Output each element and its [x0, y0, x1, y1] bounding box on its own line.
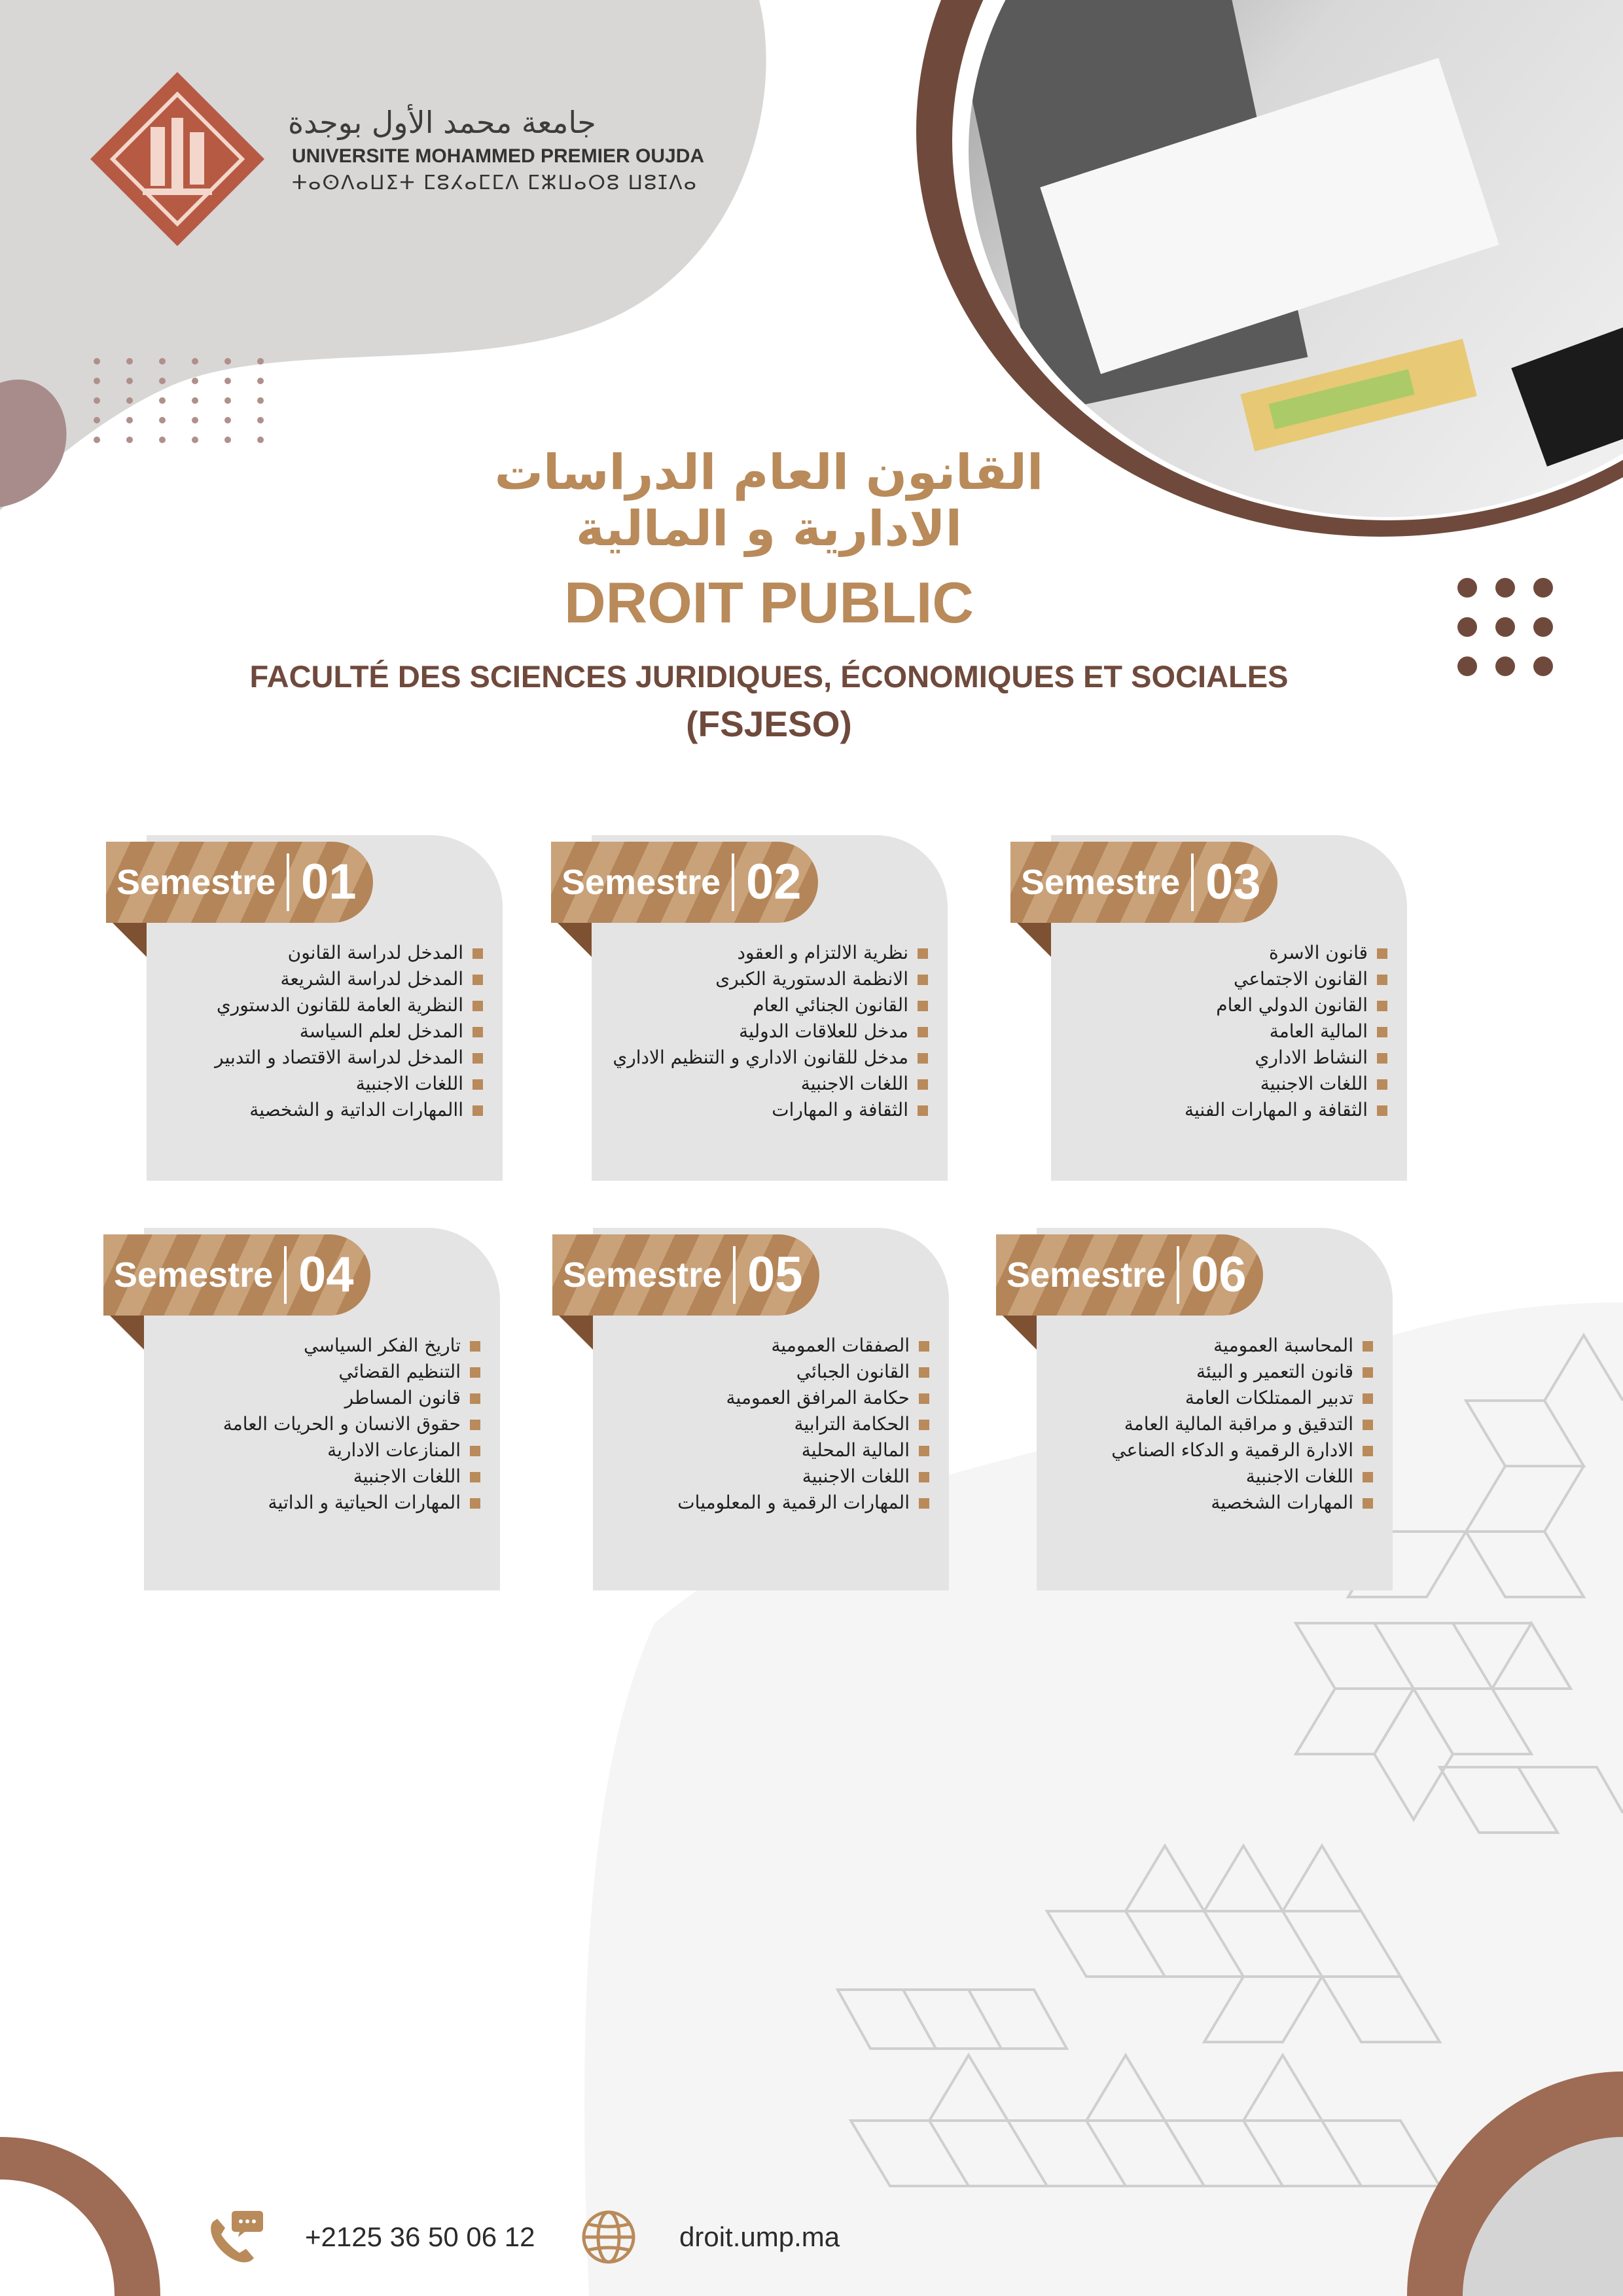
decorative-dot	[94, 397, 100, 404]
square-bullet-icon	[1377, 1053, 1387, 1064]
square-bullet-icon	[1363, 1420, 1373, 1430]
course-item	[598, 1385, 929, 1411]
decorative-dot	[94, 358, 100, 365]
course-name: المدخل لعلم السياسة	[299, 1020, 463, 1042]
course-item	[597, 1018, 928, 1045]
course-item	[1042, 1411, 1373, 1437]
course-item	[152, 966, 483, 992]
course-name: اللغات الاجنبية	[1245, 1465, 1353, 1487]
course-item	[1056, 992, 1387, 1018]
decorative-dot	[1533, 578, 1553, 598]
phone-chat-icon	[202, 2207, 264, 2270]
semester-number: 01	[301, 854, 357, 910]
semester-banner	[551, 842, 818, 923]
course-name: النشاط الاداري	[1255, 1047, 1368, 1068]
course-item	[152, 1018, 483, 1045]
brown-arc-bottom-left	[0, 2137, 160, 2296]
course-name: التنظيم القضائي	[338, 1361, 461, 1382]
decorative-dot	[192, 397, 198, 404]
square-bullet-icon	[1377, 975, 1387, 985]
course-item	[1056, 1045, 1387, 1071]
contact-phone[interactable]: +2125 36 50 06 12	[305, 2221, 535, 2252]
semester-banner	[103, 1234, 370, 1316]
course-name: المحاسبة العمومية	[1213, 1335, 1353, 1356]
decorative-dot	[126, 378, 133, 384]
course-name: قانون المساطر	[344, 1387, 461, 1408]
decorative-dot	[224, 378, 231, 384]
university-name-arabic: جامعة محمد الأول بوجدة	[288, 105, 596, 140]
square-bullet-icon	[919, 1420, 929, 1430]
course-name: حكامة المرافق العمومية	[726, 1387, 910, 1408]
decorative-dot	[192, 358, 198, 365]
course-item	[598, 1463, 929, 1490]
semester-number: 06	[1191, 1247, 1247, 1302]
course-item	[1056, 940, 1387, 966]
semester-number: 02	[746, 854, 802, 910]
course-list	[1056, 940, 1387, 1123]
semester-divider	[1177, 1246, 1179, 1304]
decorative-dot	[126, 417, 133, 423]
square-bullet-icon	[1363, 1498, 1373, 1509]
course-name: المهارات الشخصية	[1211, 1492, 1353, 1513]
square-bullet-icon	[918, 1053, 928, 1064]
square-bullet-icon	[470, 1341, 480, 1352]
course-list	[149, 1333, 480, 1516]
square-bullet-icon	[919, 1446, 929, 1456]
course-item	[1042, 1437, 1373, 1463]
course-name: االمهارات الداتية و الشخصية	[249, 1099, 463, 1121]
course-item	[149, 1333, 480, 1359]
course-item	[149, 1411, 480, 1437]
semester-banner	[552, 1234, 819, 1316]
course-item	[597, 1045, 928, 1071]
faculty-abbreviation: (FSJESO)	[686, 704, 852, 744]
semester-number: 03	[1205, 854, 1261, 910]
course-name: الصفقات العمومية	[771, 1335, 910, 1356]
square-bullet-icon	[473, 975, 483, 985]
course-name: المدخل لدراسة الاقتصاد و التدبير	[215, 1047, 463, 1068]
course-list	[1042, 1333, 1373, 1516]
course-name: القانون الدولي العام	[1216, 994, 1368, 1016]
course-name: اللغات الاجنبية	[353, 1465, 461, 1487]
course-item	[1042, 1385, 1373, 1411]
course-name: الثقافة و المهارات	[772, 1099, 908, 1121]
decorative-dot	[1457, 656, 1477, 676]
decorative-dot	[224, 417, 231, 423]
decorative-dot	[224, 437, 231, 443]
course-item	[152, 992, 483, 1018]
semester-banner	[996, 1234, 1263, 1316]
course-name: المالية المحلية	[801, 1439, 910, 1461]
semester-banner	[106, 842, 373, 923]
course-name: حقوق الانسان و الحريات العامة	[223, 1413, 461, 1435]
decorative-dot	[159, 437, 166, 443]
square-bullet-icon	[473, 948, 483, 959]
square-bullet-icon	[473, 1105, 483, 1116]
square-bullet-icon	[1363, 1341, 1373, 1352]
program-title-ar-line1: القانون العام الدراسات	[494, 444, 1044, 501]
banner-fold	[1017, 923, 1051, 957]
course-item	[1042, 1490, 1373, 1516]
square-bullet-icon	[473, 1001, 483, 1011]
semester-label: Semestre	[563, 1255, 722, 1295]
square-bullet-icon	[918, 975, 928, 985]
course-name: اللغات الاجنبية	[800, 1073, 908, 1094]
square-bullet-icon	[1363, 1472, 1373, 1482]
course-name: المدخل لدراسة الشريعة	[280, 968, 463, 990]
course-item	[597, 940, 928, 966]
square-bullet-icon	[919, 1393, 929, 1404]
square-bullet-icon	[1363, 1393, 1373, 1404]
dot-grid-right	[1457, 578, 1553, 676]
semester-divider	[732, 853, 734, 911]
course-item	[1056, 1097, 1387, 1123]
decorative-dot	[1457, 617, 1477, 637]
square-bullet-icon	[473, 1027, 483, 1037]
decorative-dot	[224, 358, 231, 365]
square-bullet-icon	[1377, 1027, 1387, 1037]
semester-divider	[287, 853, 289, 911]
course-name: الحكامة الترابية	[794, 1413, 910, 1435]
course-item	[149, 1463, 480, 1490]
square-bullet-icon	[1377, 1105, 1387, 1116]
course-item	[1042, 1359, 1373, 1385]
square-bullet-icon	[470, 1446, 480, 1456]
banner-fold	[113, 923, 147, 957]
course-item	[598, 1437, 929, 1463]
course-name: مدخل للعلاقات الدولية	[739, 1020, 908, 1042]
course-name: المهارات الرقمية و المعلوميات	[677, 1492, 910, 1513]
square-bullet-icon	[918, 1027, 928, 1037]
semester-label: Semestre	[116, 863, 276, 902]
course-item	[597, 1097, 928, 1123]
banner-fold	[1003, 1316, 1037, 1350]
university-name-french: UNIVERSITE MOHAMMED PREMIER OUJDA	[292, 145, 705, 167]
square-bullet-icon	[918, 948, 928, 959]
banner-fold	[559, 1316, 593, 1350]
contact-website[interactable]: droit.ump.ma	[679, 2221, 840, 2252]
square-bullet-icon	[919, 1367, 929, 1378]
square-bullet-icon	[1377, 948, 1387, 959]
course-item	[152, 1071, 483, 1097]
course-name: تدبير الممتلكات العامة	[1185, 1387, 1353, 1408]
course-item	[1056, 1071, 1387, 1097]
university-logo	[90, 72, 264, 246]
square-bullet-icon	[1377, 1001, 1387, 1011]
course-item	[597, 992, 928, 1018]
course-name: اللغات الاجنبية	[1260, 1073, 1368, 1094]
decorative-dot	[257, 417, 264, 423]
course-item	[149, 1490, 480, 1516]
university-name-amazigh: ⵜⴰⵙⴷⴰⵡⵉⵜ ⵎⵓⵃⴰⵎⵎⴷ ⵎⵣⵡⴰⵔⵓ ⵡⵓⵊⴷⴰ	[292, 171, 698, 194]
course-list	[598, 1333, 929, 1516]
course-name: الانظمة الدستورية الكبرى	[715, 968, 908, 990]
decorative-dot	[1495, 578, 1515, 598]
course-name: المهارات الحياتية و الداتية	[268, 1492, 461, 1513]
course-item	[152, 1097, 483, 1123]
square-bullet-icon	[470, 1498, 480, 1509]
course-name: الثقافة و المهارات الفنية	[1184, 1099, 1368, 1121]
course-name: القانون الجبائي	[796, 1361, 910, 1382]
square-bullet-icon	[473, 1053, 483, 1064]
square-bullet-icon	[473, 1079, 483, 1090]
decorative-dot	[159, 417, 166, 423]
decorative-dot	[159, 378, 166, 384]
decorative-dot	[224, 397, 231, 404]
course-list	[152, 940, 483, 1123]
square-bullet-icon	[919, 1472, 929, 1482]
course-name: التدقيق و مراقبة المالية العامة	[1124, 1413, 1353, 1435]
square-bullet-icon	[918, 1001, 928, 1011]
course-item	[598, 1411, 929, 1437]
square-bullet-icon	[470, 1472, 480, 1482]
course-item	[1042, 1333, 1373, 1359]
decorative-dot	[94, 417, 100, 423]
semester-number: 04	[298, 1247, 354, 1302]
semester-divider	[1191, 853, 1194, 911]
decorative-dot	[159, 397, 166, 404]
decorative-dot	[1495, 656, 1515, 676]
decorative-dot	[126, 358, 133, 365]
course-name: النظرية العامة للقانون الدستوري	[216, 994, 463, 1016]
semester-banner	[1010, 842, 1277, 923]
course-name: المالية العامة	[1269, 1020, 1368, 1042]
course-name: المنازعات الادارية	[327, 1439, 461, 1461]
course-name: مدخل للقانون الاداري و التنظيم الاداري	[613, 1047, 908, 1068]
course-item	[598, 1333, 929, 1359]
course-name: نظرية الالتزام و العقود	[737, 942, 908, 963]
course-item	[1042, 1463, 1373, 1490]
semester-divider	[733, 1246, 736, 1304]
course-name: الادارة الرقمية و الدكاء الصناعي	[1111, 1439, 1353, 1461]
square-bullet-icon	[470, 1367, 480, 1378]
faculty-name: FACULTÉ DES SCIENCES JURIDIQUES, ÉCONOMIQUES ET SOCIALES	[249, 659, 1289, 694]
semester-label: Semestre	[1007, 1255, 1166, 1295]
banner-fold	[110, 1316, 144, 1350]
decorative-dot	[257, 397, 264, 404]
square-bullet-icon	[919, 1498, 929, 1509]
program-title-fr: DROIT PUBLIC	[564, 570, 974, 635]
course-item	[152, 940, 483, 966]
course-item	[598, 1359, 929, 1385]
course-item	[597, 1071, 928, 1097]
course-name: القانون الجنائي العام	[753, 994, 908, 1016]
course-item	[149, 1437, 480, 1463]
course-name: تاريخ الفكر السياسي	[304, 1335, 461, 1356]
square-bullet-icon	[918, 1079, 928, 1090]
decorative-dot	[126, 437, 133, 443]
semester-label: Semestre	[114, 1255, 274, 1295]
banner-fold	[558, 923, 592, 957]
square-bullet-icon	[1363, 1367, 1373, 1378]
decorative-dot	[192, 417, 198, 423]
square-bullet-icon	[470, 1393, 480, 1404]
decorative-dot	[257, 358, 264, 365]
decorative-dot	[126, 397, 133, 404]
course-item	[597, 966, 928, 992]
course-item	[152, 1045, 483, 1071]
square-bullet-icon	[470, 1420, 480, 1430]
decorative-dot	[257, 437, 264, 443]
course-name: قانون الاسرة	[1269, 942, 1368, 963]
course-name: المدخل لدراسة القانون	[287, 942, 463, 963]
decorative-dot	[94, 437, 100, 443]
decorative-dot	[192, 378, 198, 384]
decorative-dot	[94, 378, 100, 384]
course-item	[1056, 966, 1387, 992]
course-name: اللغات الاجنبية	[355, 1073, 463, 1094]
semester-divider	[284, 1246, 287, 1304]
square-bullet-icon	[1377, 1079, 1387, 1090]
semester-label: Semestre	[562, 863, 721, 902]
square-bullet-icon	[918, 1105, 928, 1116]
decorative-dot	[1533, 656, 1553, 676]
course-item	[149, 1359, 480, 1385]
decorative-dot	[159, 358, 166, 365]
decorative-dot	[192, 437, 198, 443]
course-name: اللغات الاجنبية	[802, 1465, 910, 1487]
course-item	[1056, 1018, 1387, 1045]
decorative-dot	[1457, 578, 1477, 598]
semester-number: 05	[747, 1247, 803, 1302]
decorative-dot	[1533, 617, 1553, 637]
square-bullet-icon	[919, 1341, 929, 1352]
program-title-ar-line2: الادارية و المالية	[575, 501, 962, 557]
semester-label: Semestre	[1021, 863, 1181, 902]
course-list	[597, 940, 928, 1123]
globe-icon	[580, 2208, 637, 2266]
decorative-dot	[1495, 617, 1515, 637]
course-item	[149, 1385, 480, 1411]
decorative-dot	[257, 378, 264, 384]
course-name: القانون الاجتماعي	[1234, 968, 1368, 990]
square-bullet-icon	[1363, 1446, 1373, 1456]
course-item	[598, 1490, 929, 1516]
course-name: قانون التعمير و البيئة	[1196, 1361, 1353, 1382]
